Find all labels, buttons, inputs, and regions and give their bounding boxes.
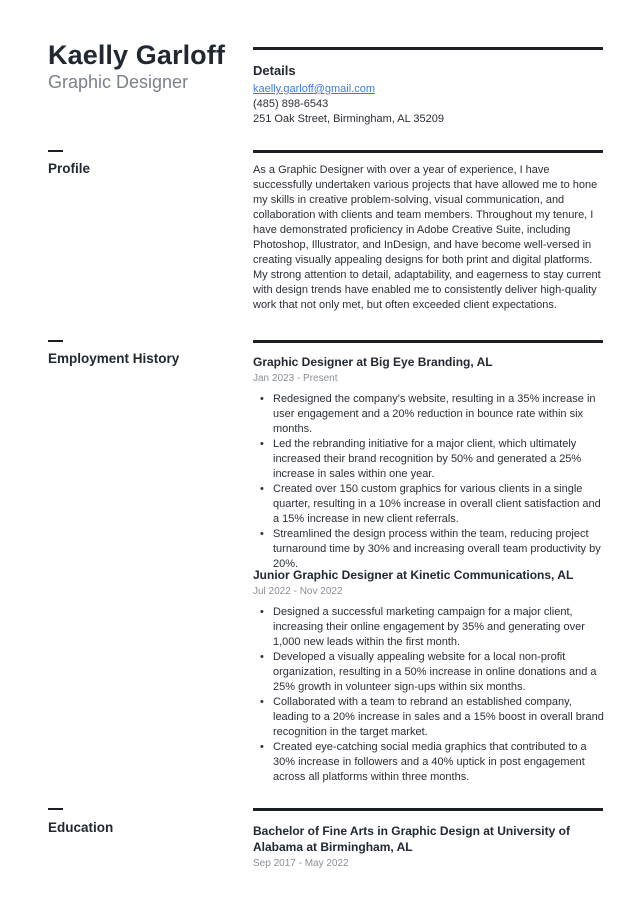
job-entry [253, 567, 605, 785]
education-dates: Sep 2017 - May 2022 [253, 858, 349, 869]
employment-heading: Employment History [48, 351, 180, 366]
job-bullet: • Collaborated with a team to rebrand an established company, leading to a 20% increase in sales and a 15% boost in overall brand recognition in the target market. [273, 695, 605, 740]
details-divider [253, 47, 603, 50]
address: 251 Oak Street, Birmingham, AL 35209 [253, 113, 444, 125]
job-bullet: • Designed a successful marketing campaign for a major client, increasing their online engagement by 35% and generating over 1,000 new leads within the first month. [273, 605, 605, 650]
job-bullet: • Created eye-catching social media graphics that contributed to a 30% increase in followers and a 40% uptick in post engagement across all platforms within three months. [273, 740, 605, 785]
job-bullet: • Developed a visually appealing website for a local non-profit organization, resulting in a 50% increase in online donations and a 25% growth in volunteer sign-ups within six months. [273, 650, 605, 695]
employment-marker [48, 340, 63, 342]
email-link[interactable]: kaelly.garloff@gmail.com [253, 83, 376, 95]
job-bullet: • Streamlined the design process within the team, reducing project turnaround time by 30% and increasing overall team productivity by 20%. [273, 527, 605, 572]
profile-text: As a Graphic Designer with over a year of experience, I have successfully undertaken various projects that have allowed me to hone my skills in creative problem-solving, visual communication, and collaboration with clients and team members. Throughout my tenure, I have demonstrated proficiency in Adobe Creative Suite, including Photoshop, Illustrator, and InDesign, and have become well-versed in creating visually appealing designs for both print and digital platforms. My strong attention to detail, adaptability, and eagerness to stay current with design trends have enabled me to consistently deliver high-quality work that not only met, but often exceeded client expectations. [253, 164, 601, 311]
job-title: Graphic Designer at Big Eye Branding, AL [253, 355, 493, 369]
job-bullets [253, 605, 605, 785]
employment-divider [253, 340, 603, 343]
job-title: Junior Graphic Designer at Kinetic Communications, AL [253, 568, 574, 582]
degree-title: Bachelor of Fine Arts in Graphic Design at University of Alabama at Birmingham, AL [253, 824, 570, 854]
profile-heading: Profile [48, 161, 91, 176]
job-bullet: • Created over 150 custom graphics for various clients in a single quarter, resulting in a 10% increase in overall client satisfaction and a 15% increase in new client referrals. [273, 482, 605, 527]
education-marker [48, 808, 63, 810]
job-dates: Jul 2022 - Nov 2022 [253, 586, 343, 597]
phone-number: (485) 898-6543 [253, 98, 329, 110]
job-bullet: • Redesigned the company's website, resulting in a 35% increase in user engagement and a 20% reduction in bounce rate within six months. [273, 392, 605, 437]
education-divider [253, 808, 603, 811]
details-section [253, 63, 605, 127]
job-entry [253, 354, 605, 572]
candidate-title: Graphic Designer [48, 72, 189, 92]
details-heading: Details [253, 63, 296, 78]
education-entry [253, 823, 605, 877]
profile-marker [48, 150, 63, 152]
job-bullets [253, 392, 605, 572]
candidate-name: Kaelly Garloff [48, 40, 225, 70]
job-dates: Jan 2023 - Present [253, 373, 338, 384]
job-bullet: • Led the rebranding initiative for a major client, which ultimately increased their brand recognition by 50% and generated a 25% increase in sales within one year. [273, 437, 605, 482]
education-heading: Education [48, 820, 114, 835]
profile-divider [253, 150, 603, 153]
